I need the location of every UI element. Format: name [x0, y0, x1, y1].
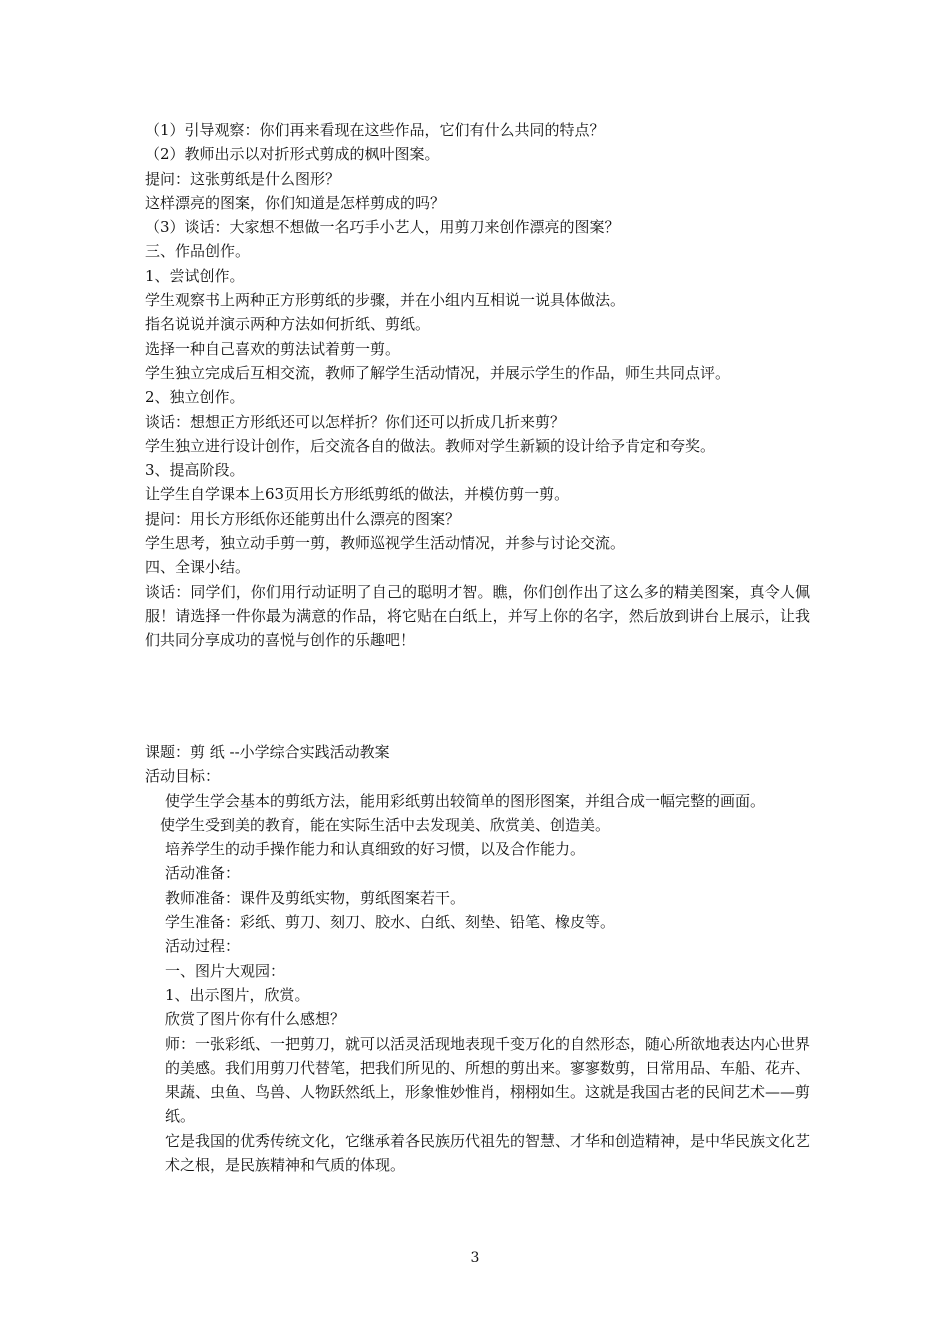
text-line: （2）教师出示以对折形式剪成的枫叶图案。: [145, 145, 440, 164]
text-line: 这样漂亮的图案，你们知道是怎样剪成的吗？: [145, 193, 446, 212]
lesson-plan-section: [145, 740, 810, 1177]
text-line: 选择一种自己喜欢的剪法试着剪一剪。: [145, 339, 401, 358]
sub-heading: 2、独立创作。: [145, 388, 245, 407]
goal-paragraph: 使学生学会基本的剪纸方法，能用彩纸剪出较简单的图形图案，并组合成一幅完整的画面。: [165, 791, 766, 810]
text-line: 提问：用长方形纸你还能剪出什么漂亮的图案？: [145, 509, 461, 528]
text-line: 学生独立进行设计创作，后交流各自的做法。教师对学生新颖的设计给予肯定和夸奖。: [145, 436, 716, 455]
sub-heading: 1、尝试创作。: [145, 266, 245, 285]
lesson-title: 课题：剪 纸 --小学综合实践活动教案: [145, 743, 390, 761]
sub-heading: 3、提高阶段。: [145, 461, 245, 480]
text-line: （3）谈话：大家想不想做一名巧手小艺人，用剪刀来创作漂亮的图案？: [145, 218, 620, 237]
text-line: （1）引导观察：你们再来看现在这些作品，它们有什么共同的特点？: [145, 121, 605, 139]
section-heading: 四、全课小结。: [145, 558, 251, 577]
goal-paragraph: 使学生受到美的教育，能在实际生活中去发现美、欣赏美、创造美。: [160, 815, 611, 834]
text-line: 提问：这张剪纸是什么图形？: [145, 169, 341, 188]
text-line: 学生独立完成后互相交流，教师了解学生活动情况，并展示学生的作品，师生共同点评。: [145, 363, 731, 382]
prep-heading: 活动准备：: [165, 864, 241, 883]
section-heading: 三、作品创作。: [145, 242, 251, 261]
teacher-talk-paragraph: 师：一张彩纸、一把剪刀，就可以活灵活现地表现千变万化的自然形态，随心所欲地表达内心世界的美感。我们用剪刀代替笔，把我们所见的、所想的剪出来。寥寥数剪，日常用品、车船、花卉、果蔬、虫鱼、鸟兽、人物跃然纸上，形象惟妙惟肖，栩栩如生。这就是我国古老的民间艺术——剪纸。: [165, 1034, 811, 1126]
page-number: 3: [470, 1250, 480, 1266]
text-line: 指名说说并演示两种方法如何折纸、剪纸。: [145, 315, 431, 334]
question-line: 欣赏了图片你有什么感想？: [165, 1010, 346, 1029]
summary-paragraph: 谈话：同学们，你们用行动证明了自己的聪明才智。瞧，你们创作出了这么多的精美图案，真令人佩服！请选择一件你最为满意的作品，将它贴在白纸上，并写上你的名字，然后放到讲台上展示，让我们共同分享成功的喜悦与创作的乐趣吧！: [145, 582, 810, 650]
goal-paragraph: 培养学生的动手操作能力和认真细致的好习惯，以及合作能力。: [165, 840, 586, 859]
text-line: 谈话：想想正方形纸还可以怎样折？你们还可以折成几折来剪？: [145, 412, 566, 431]
step-sub-heading: 1、出示图片，欣赏。: [165, 985, 310, 1004]
culture-paragraph: 它是我国的优秀传统文化，它继承着各民族历代祖先的智慧、才华和创造精神，是中华民族文化艺术之根，是民族精神和气质的体现。: [165, 1131, 811, 1175]
step-heading: 一、图片大观园：: [165, 961, 286, 980]
text-line: 学生思考，独立动手剪一剪，教师巡视学生活动情况，并参与讨论交流。: [145, 534, 626, 553]
text-line: 让学生自学课本上63页用长方形纸剪纸的做法，并模仿剪一剪。: [145, 485, 570, 504]
goals-heading: 活动目标：: [145, 767, 221, 786]
lesson-continuation-section: [145, 118, 810, 653]
process-heading: 活动过程：: [165, 937, 241, 956]
student-prep: 学生准备：彩纸、剪刀、刻刀、胶水、白纸、刻垫、铅笔、橡皮等。: [165, 913, 616, 932]
text-line: 学生观察书上两种正方形剪纸的步骤，并在小组内互相说一说具体做法。: [145, 291, 626, 310]
teacher-prep: 教师准备：课件及剪纸实物，剪纸图案若干。: [165, 888, 466, 907]
